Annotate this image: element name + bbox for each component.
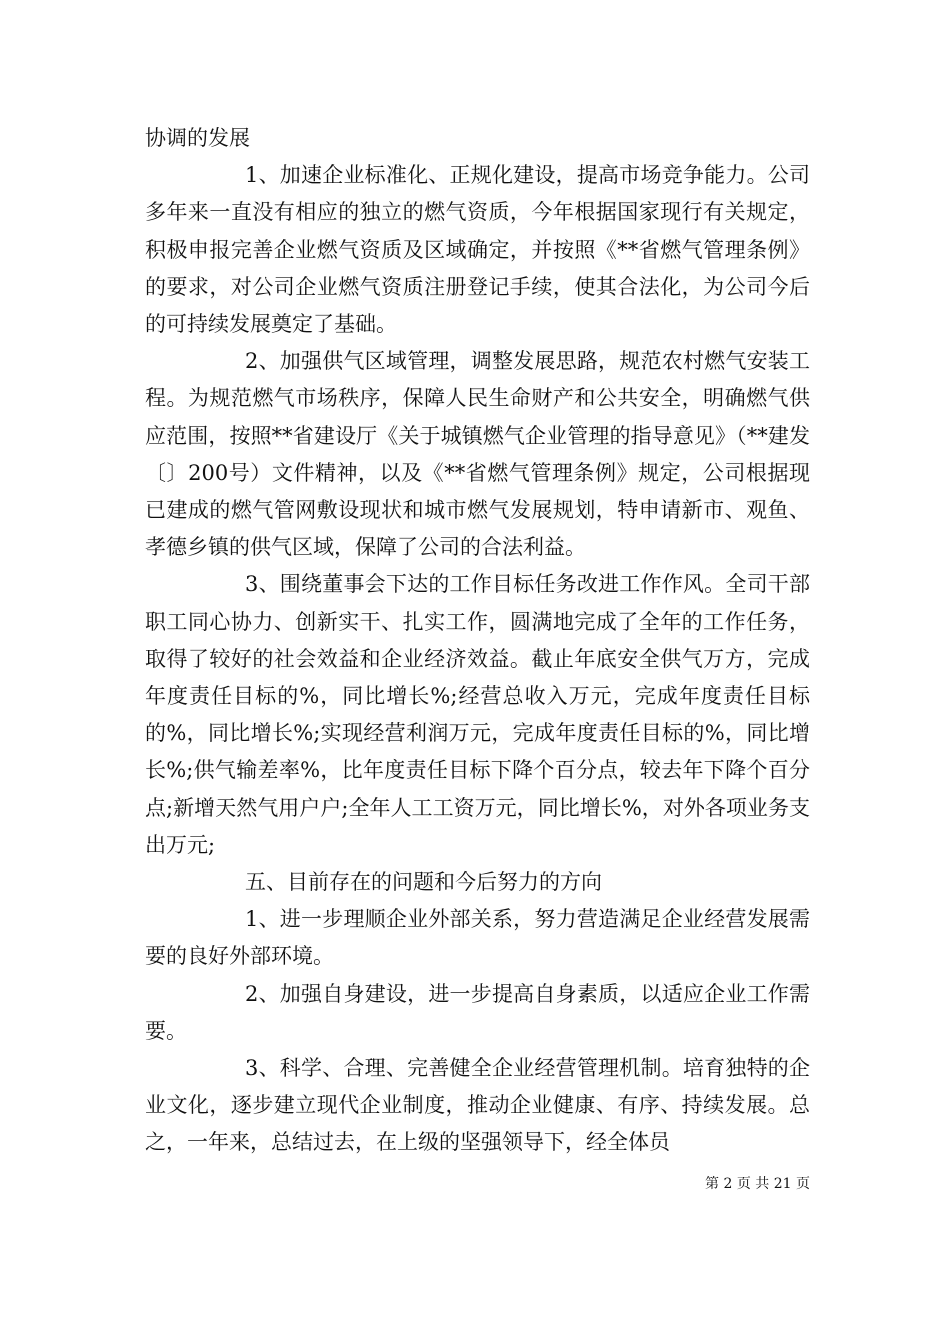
section-heading-5: 五、目前存在的问题和今后努力的方向 <box>245 870 602 895</box>
paragraph-direction-1: 1、进一步理顺企业外部关系，努力营造满足企业经营发展需要的良好外部环境。 <box>145 907 810 969</box>
document-body <box>145 120 810 1162</box>
paragraph-item-2: 2、加强供气区域管理，调整发展思路，规范农村燃气安装工程。为规范燃气市场秩序，保障人民生命财产和公共安全，明确燃气供应范围，按照**省建设厅《关于城镇燃气企业管理的指导意见》（**建发〔〕200号）文件精神，以及《**省燃气管理条例》规定，公司根据现已建成的燃气管网敷设现状和城市燃气发展规划，特申请新市、观鱼、孝德乡镇的供气区域，保障了公司的合法利益。 <box>145 349 810 560</box>
paragraph-direction-3: 3、科学、合理、完善健全企业经营管理机制。培育独特的企业文化，逐步建立现代企业制度，推动企业健康、有序、持续发展。总之，一年来，总结过去，在上级的坚强领导下，经全体员 <box>145 1056 810 1155</box>
page-number-footer: 第 2 页 共 21 页 <box>705 1176 810 1192</box>
paragraph-item-3: 3、围绕董事会下达的工作目标任务改进工作作风。全司干部职工同心协力、创新实干、扎实工作，圆满地完成了全年的工作任务，取得了较好的社会效益和企业经济效益。截止年底安全供气万方，完成年度责任目标的%，同比增长%;经营总收入万元，完成年度责任目标的%，同比增长%;实现经营利润万元，完成年度责任目标的%，同比增长%;供气输差率%，比年度责任目标下降个百分点，较去年下降个百分点;新增天然气用户户;全年人工工资万元，同比增长%，对外各项业务支出万元; <box>145 572 810 857</box>
paragraph-heading-continuation: 协调的发展 <box>145 126 250 150</box>
paragraph-direction-2: 2、加强自身建设，进一步提高自身素质，以适应企业工作需要。 <box>145 981 810 1043</box>
paragraph-item-1: 1、加速企业标准化、正规化建设，提高市场竞争能力。公司多年来一直没有相应的独立的燃气资质，今年根据国家现行有关规定，积极申报完善企业燃气资质及区域确定，并按照《**省燃气管理条例》的要求，对公司企业燃气资质注册登记手续，使其合法化，为公司今后的可持续发展奠定了基础。 <box>145 163 810 337</box>
